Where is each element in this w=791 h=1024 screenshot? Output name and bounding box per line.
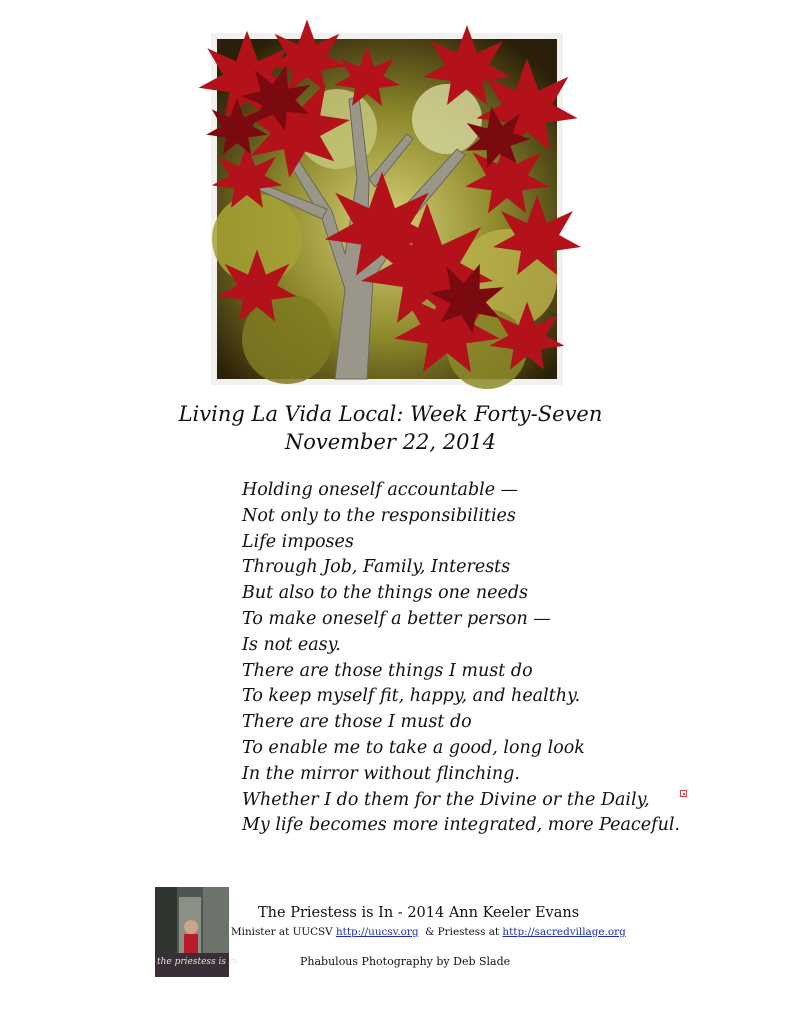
footer-attribution: The Priestess is In - 2014 Ann Keeler Evans: [258, 905, 580, 921]
poem-line: Not only to the responsibilities: [242, 505, 516, 526]
broken-image-icon: [680, 790, 687, 797]
poem-line: To enable me to take a good, long look: [242, 737, 585, 758]
photo-credit: Phabulous Photography by Deb Slade: [300, 955, 511, 968]
priestess-portrait-image: [155, 887, 238, 977]
poem-line: To keep myself fit, happy, and healthy.: [242, 686, 581, 707]
portrait-caption: the priestess is in: [157, 957, 238, 967]
sacredvillage-link[interactable]: http://sacredvillage.org: [502, 926, 626, 938]
poem-line: In the mirror without flinching.: [242, 763, 520, 784]
poem-line: There are those things I must do: [242, 660, 533, 681]
poem-line: But also to the things one needs: [242, 583, 528, 604]
poem-line: To make oneself a better person —: [242, 608, 551, 629]
red-maple-illustration: [217, 39, 557, 379]
poem-line: There are those I must do: [242, 712, 472, 733]
uucsv-link[interactable]: http://uucsv.org: [335, 926, 419, 938]
footer-links: [231, 926, 626, 938]
priestess-label: & Priestess at: [418, 926, 503, 938]
poem-line: Is not easy.: [242, 634, 341, 655]
photo-frame: [211, 33, 563, 385]
poem-line: My life becomes more integrated, more Peaceful.: [242, 815, 680, 836]
poem-line: Holding oneself accountable —: [242, 480, 519, 500]
page-title: Living La Vida Local: Week Forty-Seven: [178, 402, 603, 426]
poem-line: Whether I do them for the Divine or the Daily,: [242, 789, 650, 810]
minister-label: Minister at UUCSV: [231, 926, 336, 938]
poem-line: Through Job, Family, Interests: [242, 557, 511, 578]
red-maple-photo: [217, 39, 557, 379]
poem-line: Life imposes: [242, 531, 354, 552]
poem: [242, 478, 680, 839]
page-date: November 22, 2014: [284, 430, 497, 454]
